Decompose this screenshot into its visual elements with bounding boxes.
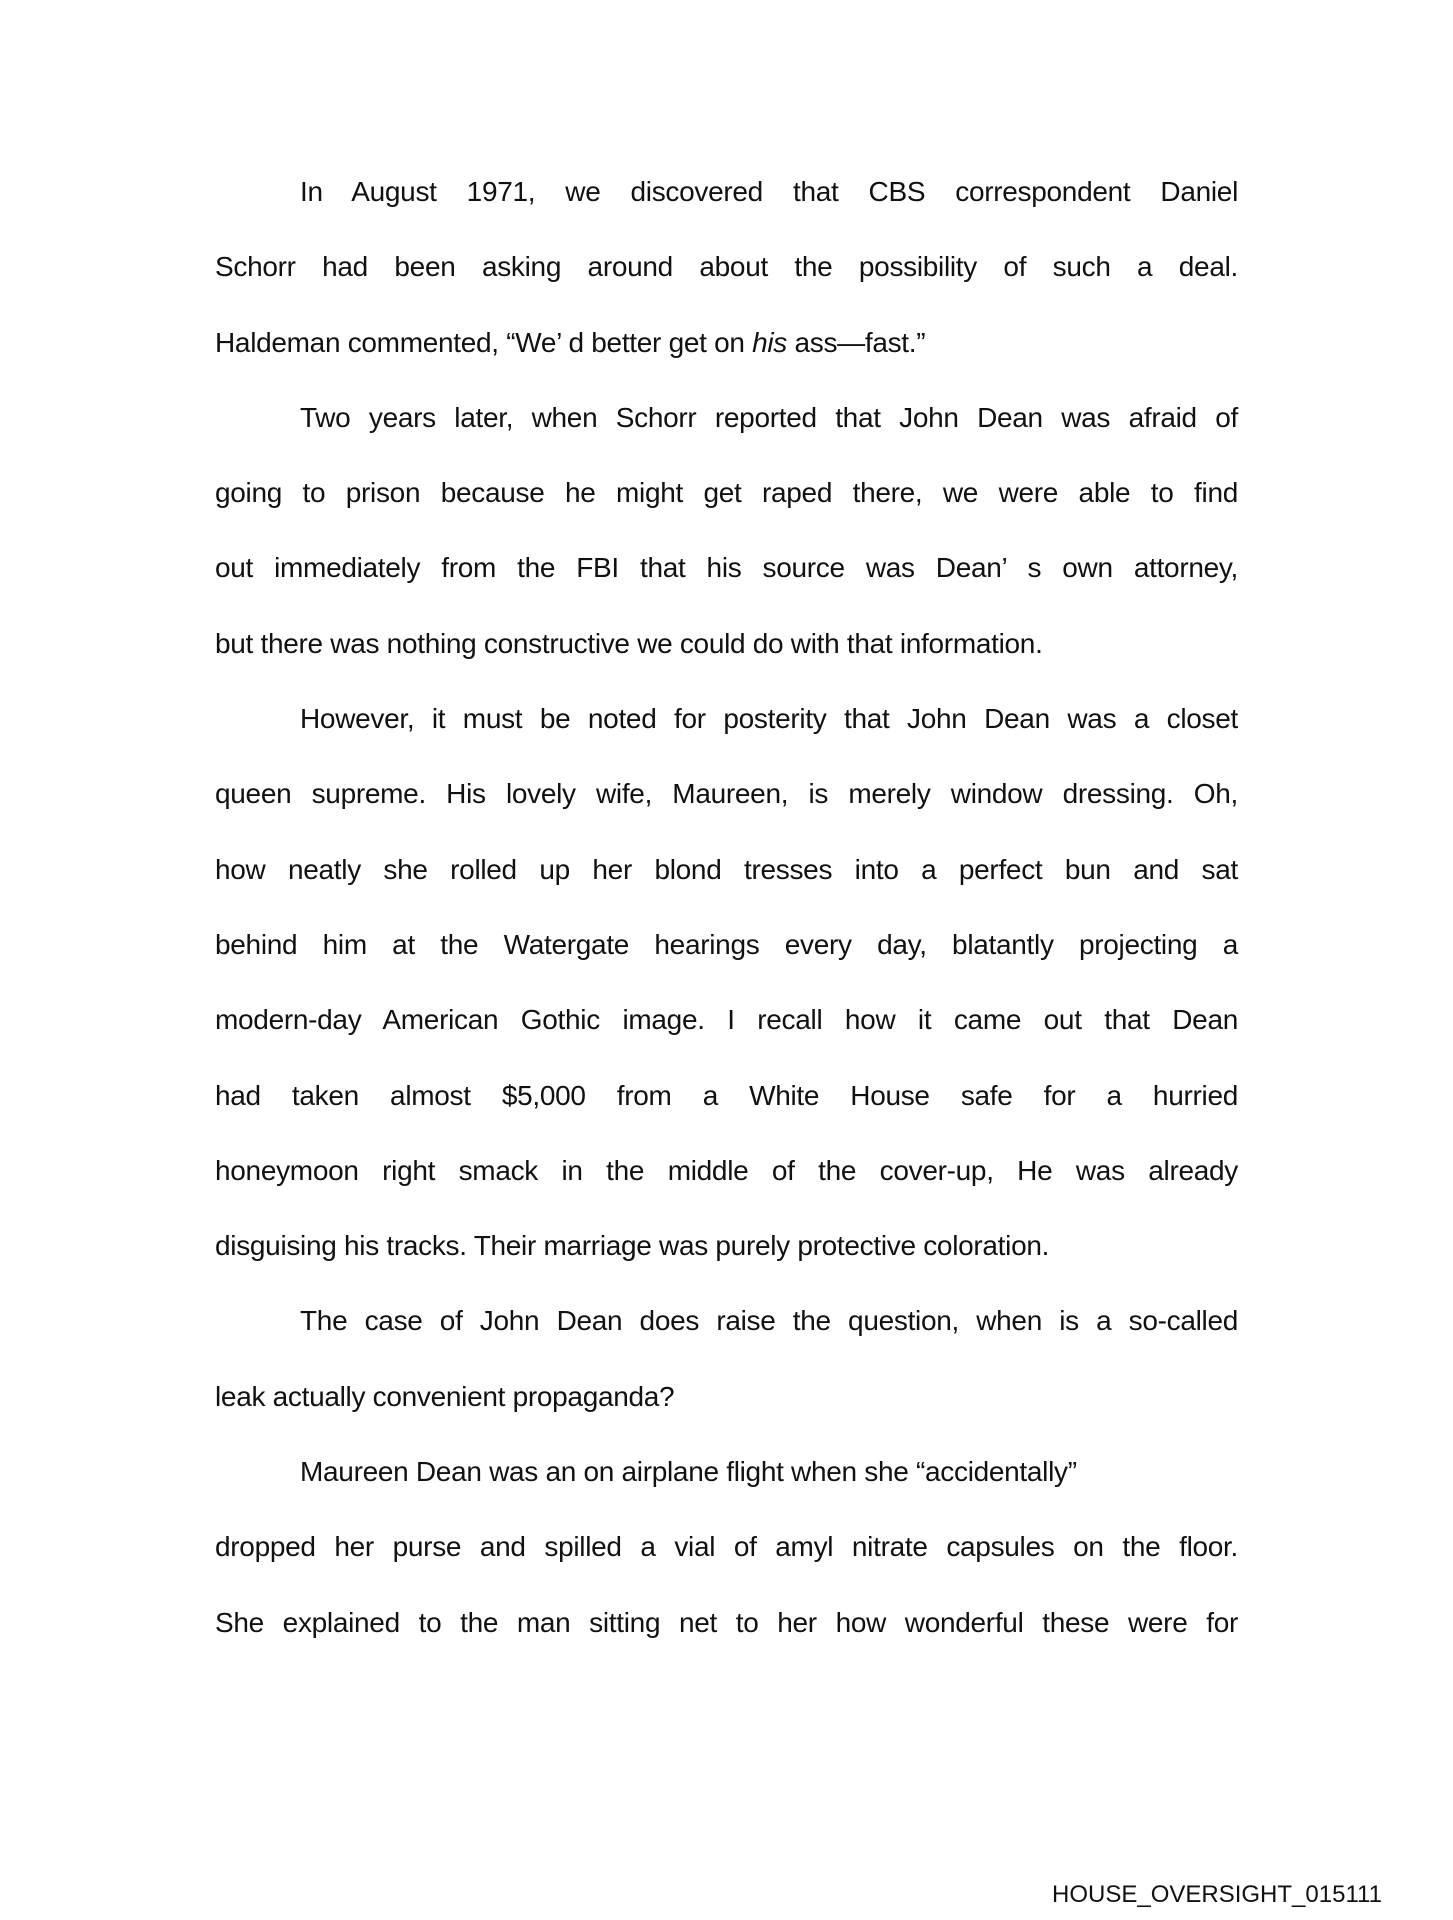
text-line: disguising his tracks. Their marriage was purely protective coloration. — [215, 1230, 1050, 1262]
text-line: but there was nothing constructive we could do with that information. — [215, 627, 1043, 659]
text-line: In August 1971, we discovered that CBS correspondent Daniel — [300, 176, 1238, 207]
text-line: behind him at the Watergate hearings every day, blatantly projecting a — [215, 928, 1238, 960]
text-line: Maureen Dean was an on airplane flight when she “accidentally” — [300, 1456, 1077, 1488]
bates-stamp: HOUSE_OVERSIGHT_015111 — [1052, 1881, 1382, 1908]
text-line: She explained to the man sitting net to her how wonderful these were for — [215, 1606, 1238, 1638]
body-text — [215, 172, 1238, 1678]
text-line: honeymoon right smack in the middle of the cover-up, He was already — [215, 1154, 1238, 1186]
text-line: modern-day American Gothic image. I recall how it came out that Dean — [215, 1004, 1238, 1036]
text-line: out immediately from the FBI that his source was Dean’ s own attorney, — [215, 552, 1238, 584]
text-line: The case of John Dean does raise the question, when is a so-called — [300, 1305, 1238, 1337]
text-line: going to prison because he might get raped there, we were able to find — [215, 477, 1238, 509]
italic-emphasis: his — [752, 326, 787, 358]
text-line: Schorr had been asking around about the possibility of such a deal. — [215, 251, 1238, 283]
text-line — [215, 323, 1238, 398]
text-line: leak actually convenient propaganda? — [215, 1380, 675, 1412]
text-line: However, it must be noted for posterity that John Dean was a closet — [300, 703, 1238, 735]
text-segment: Haldeman commented, “We’ d better get on — [215, 326, 753, 358]
text-line: Two years later, when Schorr reported that John Dean was afraid of — [300, 401, 1238, 433]
text-line: dropped her purse and spilled a vial of amyl nitrate capsules on the floor. — [215, 1531, 1238, 1563]
text-segment: ass—fast.” — [787, 326, 926, 358]
text-line: queen supreme. His lovely wife, Maureen, is merely window dressing. Oh, — [215, 778, 1238, 810]
text-line: had taken almost $5,000 from a White House safe for a hurried — [215, 1079, 1238, 1111]
text-line: how neatly she rolled up her blond tresses into a perfect bun and sat — [215, 853, 1238, 885]
